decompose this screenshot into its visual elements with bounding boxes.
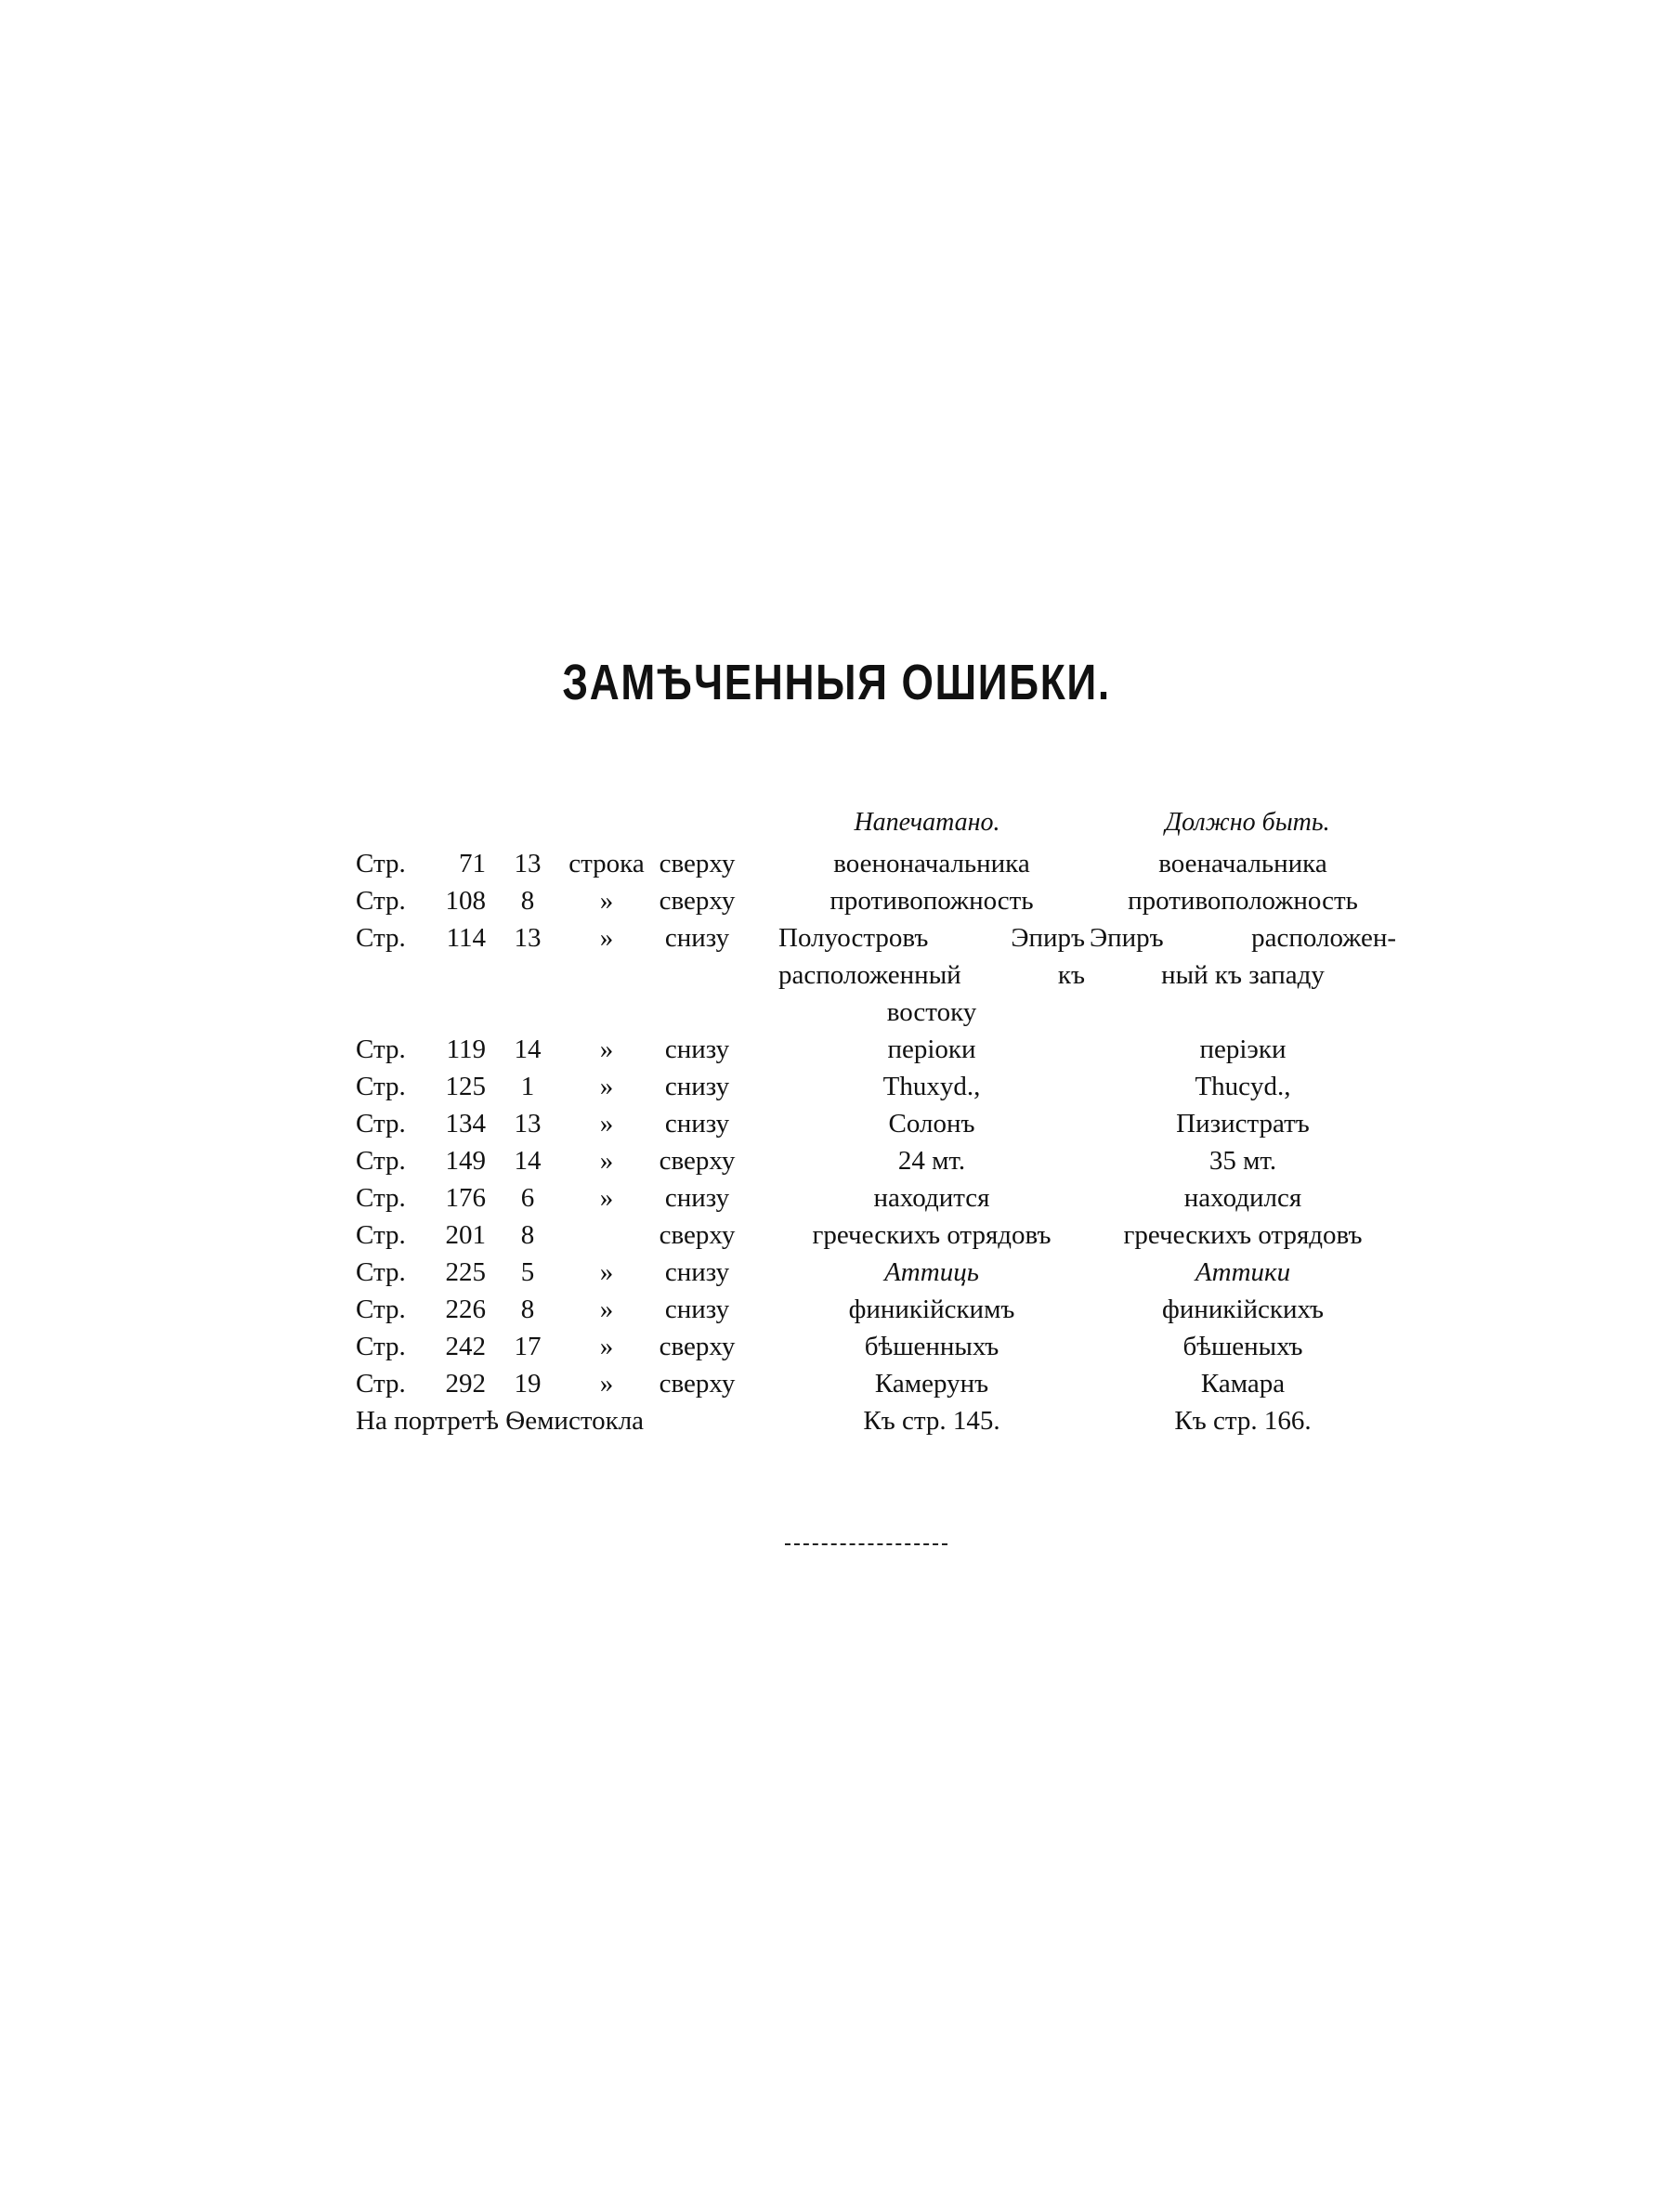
- row-word: »: [599, 1295, 614, 1324]
- header-correct: Должно быть.: [1165, 808, 1330, 837]
- row-line: 17: [514, 1332, 542, 1361]
- table-row: [356, 1328, 1396, 1365]
- table-row: [356, 1179, 1396, 1217]
- row-line: 14: [514, 1146, 542, 1176]
- table-row: [356, 1217, 1396, 1254]
- table-row: [356, 1068, 1396, 1105]
- table-row: [356, 1291, 1396, 1328]
- table-row: [356, 845, 1396, 882]
- table-row: [356, 1365, 1396, 1402]
- printed-line: востоку: [886, 997, 977, 1027]
- row-line: 8: [520, 886, 535, 916]
- row-correct: періэки: [1199, 1034, 1287, 1064]
- row-correct: противоположность: [1128, 886, 1358, 916]
- table-row: [356, 1031, 1396, 1068]
- row-label: Стр.: [356, 1295, 406, 1324]
- row-page: 226: [445, 1295, 486, 1324]
- row-word: »: [599, 886, 614, 916]
- row-page: 292: [445, 1369, 486, 1399]
- row-side: снизу: [664, 1183, 730, 1213]
- table-row: [356, 1105, 1396, 1142]
- row-printed: военоначальника: [833, 849, 1030, 878]
- row-printed: Къ стр. 145.: [863, 1406, 1000, 1436]
- row-word: »: [599, 1109, 614, 1139]
- row-word: »: [599, 1257, 614, 1287]
- row-line: 8: [520, 1220, 535, 1250]
- header-printed: Напечатано.: [854, 808, 1000, 837]
- row-correct: 35 мт.: [1208, 1146, 1277, 1176]
- row-page: 201: [445, 1220, 486, 1250]
- row-correct: финикійскихъ: [1162, 1295, 1324, 1324]
- row-printed: 24 мт.: [897, 1146, 966, 1176]
- row-printed: греческихъ отрядовъ: [812, 1220, 1052, 1250]
- row-correct: Аттики: [1195, 1257, 1291, 1287]
- row-label: Стр.: [356, 849, 406, 878]
- row-line: 13: [514, 849, 542, 878]
- row-side: сверху: [659, 1332, 736, 1361]
- row-line: 19: [514, 1369, 542, 1399]
- correct-line: Эпиръ расположен-: [1090, 923, 1396, 953]
- row-printed: періоки: [887, 1034, 976, 1064]
- row-page: 119: [446, 1034, 486, 1064]
- row-side: снизу: [664, 1109, 730, 1139]
- row-word: строка: [568, 849, 645, 878]
- column-headers: [356, 804, 1396, 845]
- table-row: [356, 1254, 1396, 1291]
- row-printed: Thuxyd.,: [882, 1072, 981, 1101]
- row-printed: Камерунъ: [874, 1369, 989, 1399]
- errata-table: [356, 804, 1396, 1439]
- row-word: »: [599, 1034, 614, 1064]
- row-correct: Пизистратъ: [1176, 1109, 1310, 1139]
- row-printed: бѣшенныхъ: [864, 1332, 999, 1361]
- row-page: 242: [445, 1332, 486, 1361]
- row-label: Стр.: [356, 923, 406, 953]
- row-correct: Thucyd.,: [1195, 1072, 1291, 1101]
- row-word: »: [599, 923, 614, 953]
- row-printed: финикійскимъ: [848, 1295, 1015, 1324]
- row-correct: греческихъ отрядовъ: [1123, 1220, 1363, 1250]
- row-label: Стр.: [356, 1034, 406, 1064]
- row-printed: Аттиць: [884, 1257, 979, 1287]
- row-side: сверху: [659, 886, 736, 916]
- row-label: Стр.: [356, 1183, 406, 1213]
- row-correct: военачальника: [1158, 849, 1327, 878]
- row-page: 114: [446, 923, 486, 953]
- printed-line: расположенный къ: [778, 960, 1085, 990]
- table-row: [356, 882, 1396, 919]
- row-printed: Солонъ: [888, 1109, 975, 1139]
- row-label: Стр.: [356, 1109, 406, 1139]
- correct-line: ный къ западу: [1161, 960, 1325, 990]
- row-correct: находился: [1183, 1183, 1302, 1213]
- table-row-portrait: [356, 1402, 1396, 1439]
- row-side: сверху: [659, 849, 736, 878]
- row-word: »: [599, 1072, 614, 1101]
- row-correct: бѣшеныхъ: [1182, 1332, 1303, 1361]
- closing-rule: [785, 1543, 947, 1545]
- row-side: снизу: [664, 1257, 730, 1287]
- row-page: 108: [445, 886, 486, 916]
- row-page: 71: [459, 849, 486, 878]
- row-page: 225: [445, 1257, 486, 1287]
- row-line: 8: [520, 1295, 535, 1324]
- printed-line: Полуостровъ Эпиръ: [778, 923, 1085, 953]
- row-word: »: [599, 1146, 614, 1176]
- row-label: Стр.: [356, 1220, 406, 1250]
- row-line: 13: [514, 1109, 542, 1139]
- row-correct: Камара: [1200, 1369, 1286, 1399]
- row-line: 5: [520, 1257, 535, 1287]
- row-page: 134: [445, 1109, 486, 1139]
- row-side: снизу: [664, 1034, 730, 1064]
- row-label: Стр.: [356, 886, 406, 916]
- row-printed: противопожность: [830, 886, 1034, 916]
- row-word: »: [599, 1332, 614, 1361]
- row-page: 149: [445, 1146, 486, 1176]
- page-title: ЗАМѢЧЕННЫЯ ОШИБКИ.: [562, 655, 1111, 710]
- row-label: Стр.: [356, 1369, 406, 1399]
- row-correct: [1090, 919, 1396, 994]
- row-line: 14: [514, 1034, 542, 1064]
- row-page: 125: [445, 1072, 486, 1101]
- row-printed: [778, 919, 1085, 1031]
- row-label: Стр.: [356, 1072, 406, 1101]
- row-side: снизу: [664, 1295, 730, 1324]
- row-word: »: [599, 1183, 614, 1213]
- row-side: снизу: [664, 923, 730, 953]
- row-side: сверху: [659, 1146, 736, 1176]
- row-page: 176: [445, 1183, 486, 1213]
- row-side: снизу: [664, 1072, 730, 1101]
- row-word: »: [599, 1369, 614, 1399]
- row-printed: находится: [873, 1183, 990, 1213]
- row-line: 6: [520, 1183, 535, 1213]
- portrait-note: На портретѣ Ѳемистокла: [356, 1406, 645, 1436]
- row-side: сверху: [659, 1369, 736, 1399]
- row-line: 13: [514, 923, 542, 953]
- row-label: Стр.: [356, 1332, 406, 1361]
- row-side: сверху: [659, 1220, 736, 1250]
- table-row: [356, 1142, 1396, 1179]
- row-correct: Къ стр. 166.: [1174, 1406, 1312, 1436]
- row-label: Стр.: [356, 1146, 406, 1176]
- row-line: 1: [520, 1072, 535, 1101]
- row-label: Стр.: [356, 1257, 406, 1287]
- table-row: [356, 919, 1396, 1031]
